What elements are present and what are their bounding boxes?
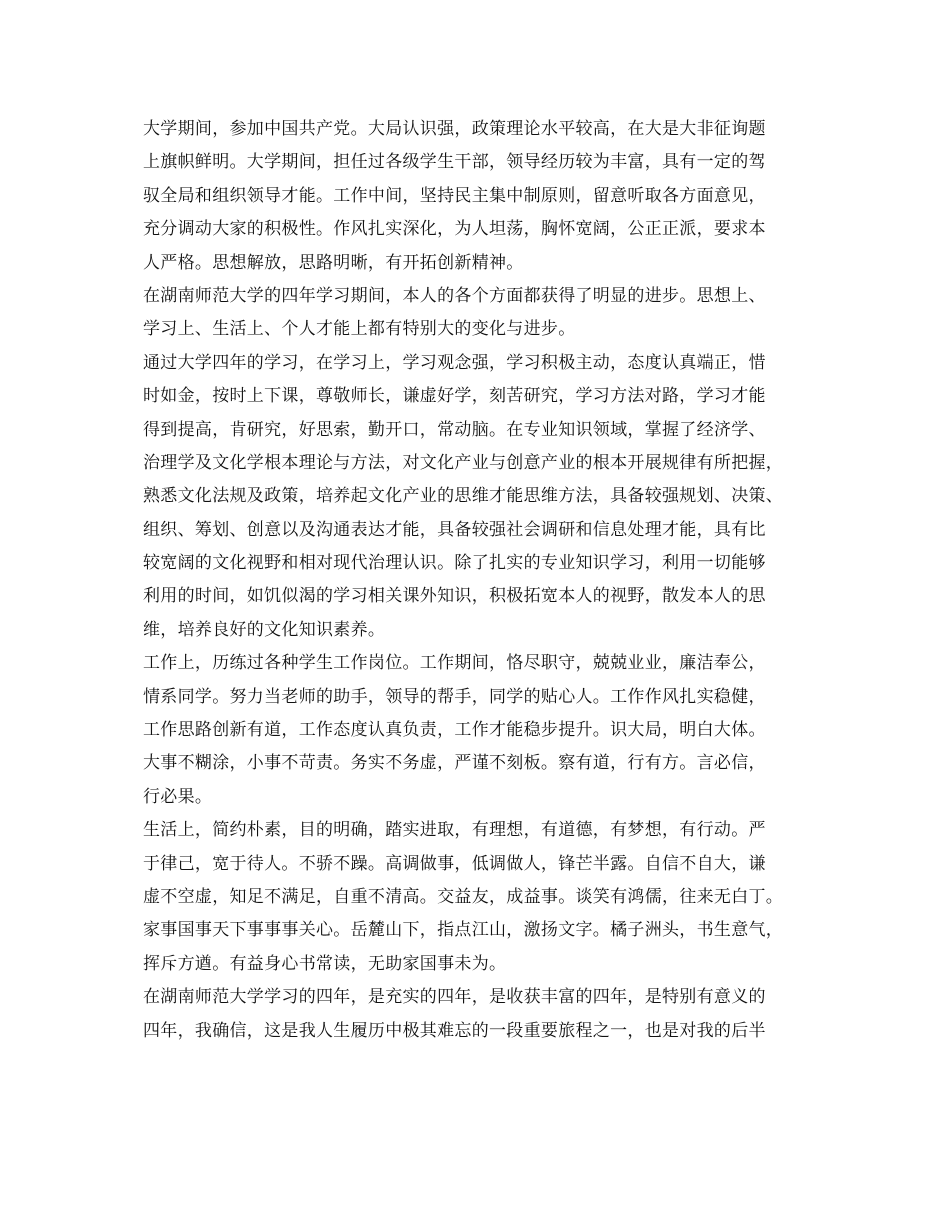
text-line: 大事不糊涂，小事不苛责。务实不务虚，严谨不刻板。察有道，行有方。言必信， [143, 753, 766, 774]
text-line: 四年，我确信，这是我人生履历中极其难忘的一段重要旅程之一，也是对我的后半 [143, 1020, 766, 1041]
text-line: 学习上、生活上、个人才能上都有特别大的变化与进步。 [143, 319, 576, 340]
text-line: 较宽阔的文化视野和相对现代治理认识。除了扎实的专业知识学习，利用一切能够 [143, 553, 766, 574]
text-line: 上旗帜鲜明。大学期间，担任过各级学生干部，领导经历较为丰富，具有一定的驾 [143, 152, 766, 173]
text-line: 于律己，宽于待人。不骄不躁。高调做事，低调做人，锋芒半露。自信不自大，谦 [143, 853, 766, 874]
text-line: 生活上，简约朴素，目的明确，踏实进取，有理想，有道德，有梦想，有行动。严 [143, 820, 766, 841]
text-line: 工作上，历练过各种学生工作岗位。工作期间，恪尽职守，兢兢业业，廉洁奉公， [143, 653, 766, 674]
text-line: 得到提高，肯研究，好思索，勤开口，常动脑。在专业知识领域，掌握了经济学、 [143, 419, 766, 440]
text-line: 在湖南师范大学的四年学习期间，本人的各个方面都获得了明显的进步。思想上、 [143, 285, 766, 306]
text-line: 大学期间，参加中国共产党。大局认识强，政策理论水平较高，在大是大非征询题 [143, 119, 766, 139]
paragraph-study [143, 347, 823, 648]
text-line: 组织、筹划、创意以及沟通表达才能，具备较强社会调研和信息处理才能，具有比 [143, 519, 766, 540]
text-line: 行必果。 [143, 786, 213, 807]
paragraph-party-and-leadership [143, 113, 823, 280]
text-line: 维，培养良好的文化知识素养。 [143, 619, 386, 640]
paragraph-life [143, 814, 823, 981]
text-line: 利用的时间，如饥似渴的学习相关课外知识，积极拓宽本人的视野，散发本人的思 [143, 586, 766, 607]
text-line: 工作思路创新有道，工作态度认真负责，工作才能稳步提升。识大局，明白大体。 [143, 720, 766, 741]
text-line: 熟悉文化法规及政策，培养起文化产业的思维才能思维方法，具备较强规划、决策、 [143, 486, 784, 507]
text-line: 虚不空虚，知足不满足，自重不清高。交益友，成益事。谈笑有鸿儒，往来无白丁。 [143, 886, 784, 907]
text-line: 驭全局和组织领导才能。工作中间，坚持民主集中制原则，留意听取各方面意见， [143, 185, 766, 206]
paragraph-overall-progress [143, 280, 823, 347]
text-line: 在湖南师范大学学习的四年，是充实的四年，是收获丰富的四年，是特别有意义的 [143, 987, 766, 1008]
text-line: 时如金，按时上下课，尊敬师长，谦虚好学，刻苦研究，学习方法对路，学习才能 [143, 386, 766, 407]
text-line: 通过大学四年的学习，在学习上，学习观念强，学习积极主动，态度认真端正，惜 [143, 352, 766, 373]
text-line: 治理学及文化学根本理论与方法，对文化产业与创意产业的根本开展规律有所把握， [143, 452, 784, 473]
text-line: 充分调动大家的积极性。作风扎实深化，为人坦荡，胸怀宽阔，公正正派，要求本 [143, 219, 766, 240]
text-line: 家事国事天下事事事关心。岳麓山下，指点江山，激扬文字。橘子洲头，书生意气， [143, 920, 784, 941]
paragraph-conclusion [143, 981, 823, 1048]
document-page [143, 113, 823, 1048]
text-line: 情系同学。努力当老师的助手，领导的帮手，同学的贴心人。工作作风扎实稳健， [143, 686, 766, 707]
paragraph-work [143, 647, 823, 814]
text-line: 挥斥方遒。有益身心书常读，无助家国事未为。 [143, 953, 507, 974]
text-line: 人严格。思想解放，思路明晰，有开拓创新精神。 [143, 252, 524, 273]
